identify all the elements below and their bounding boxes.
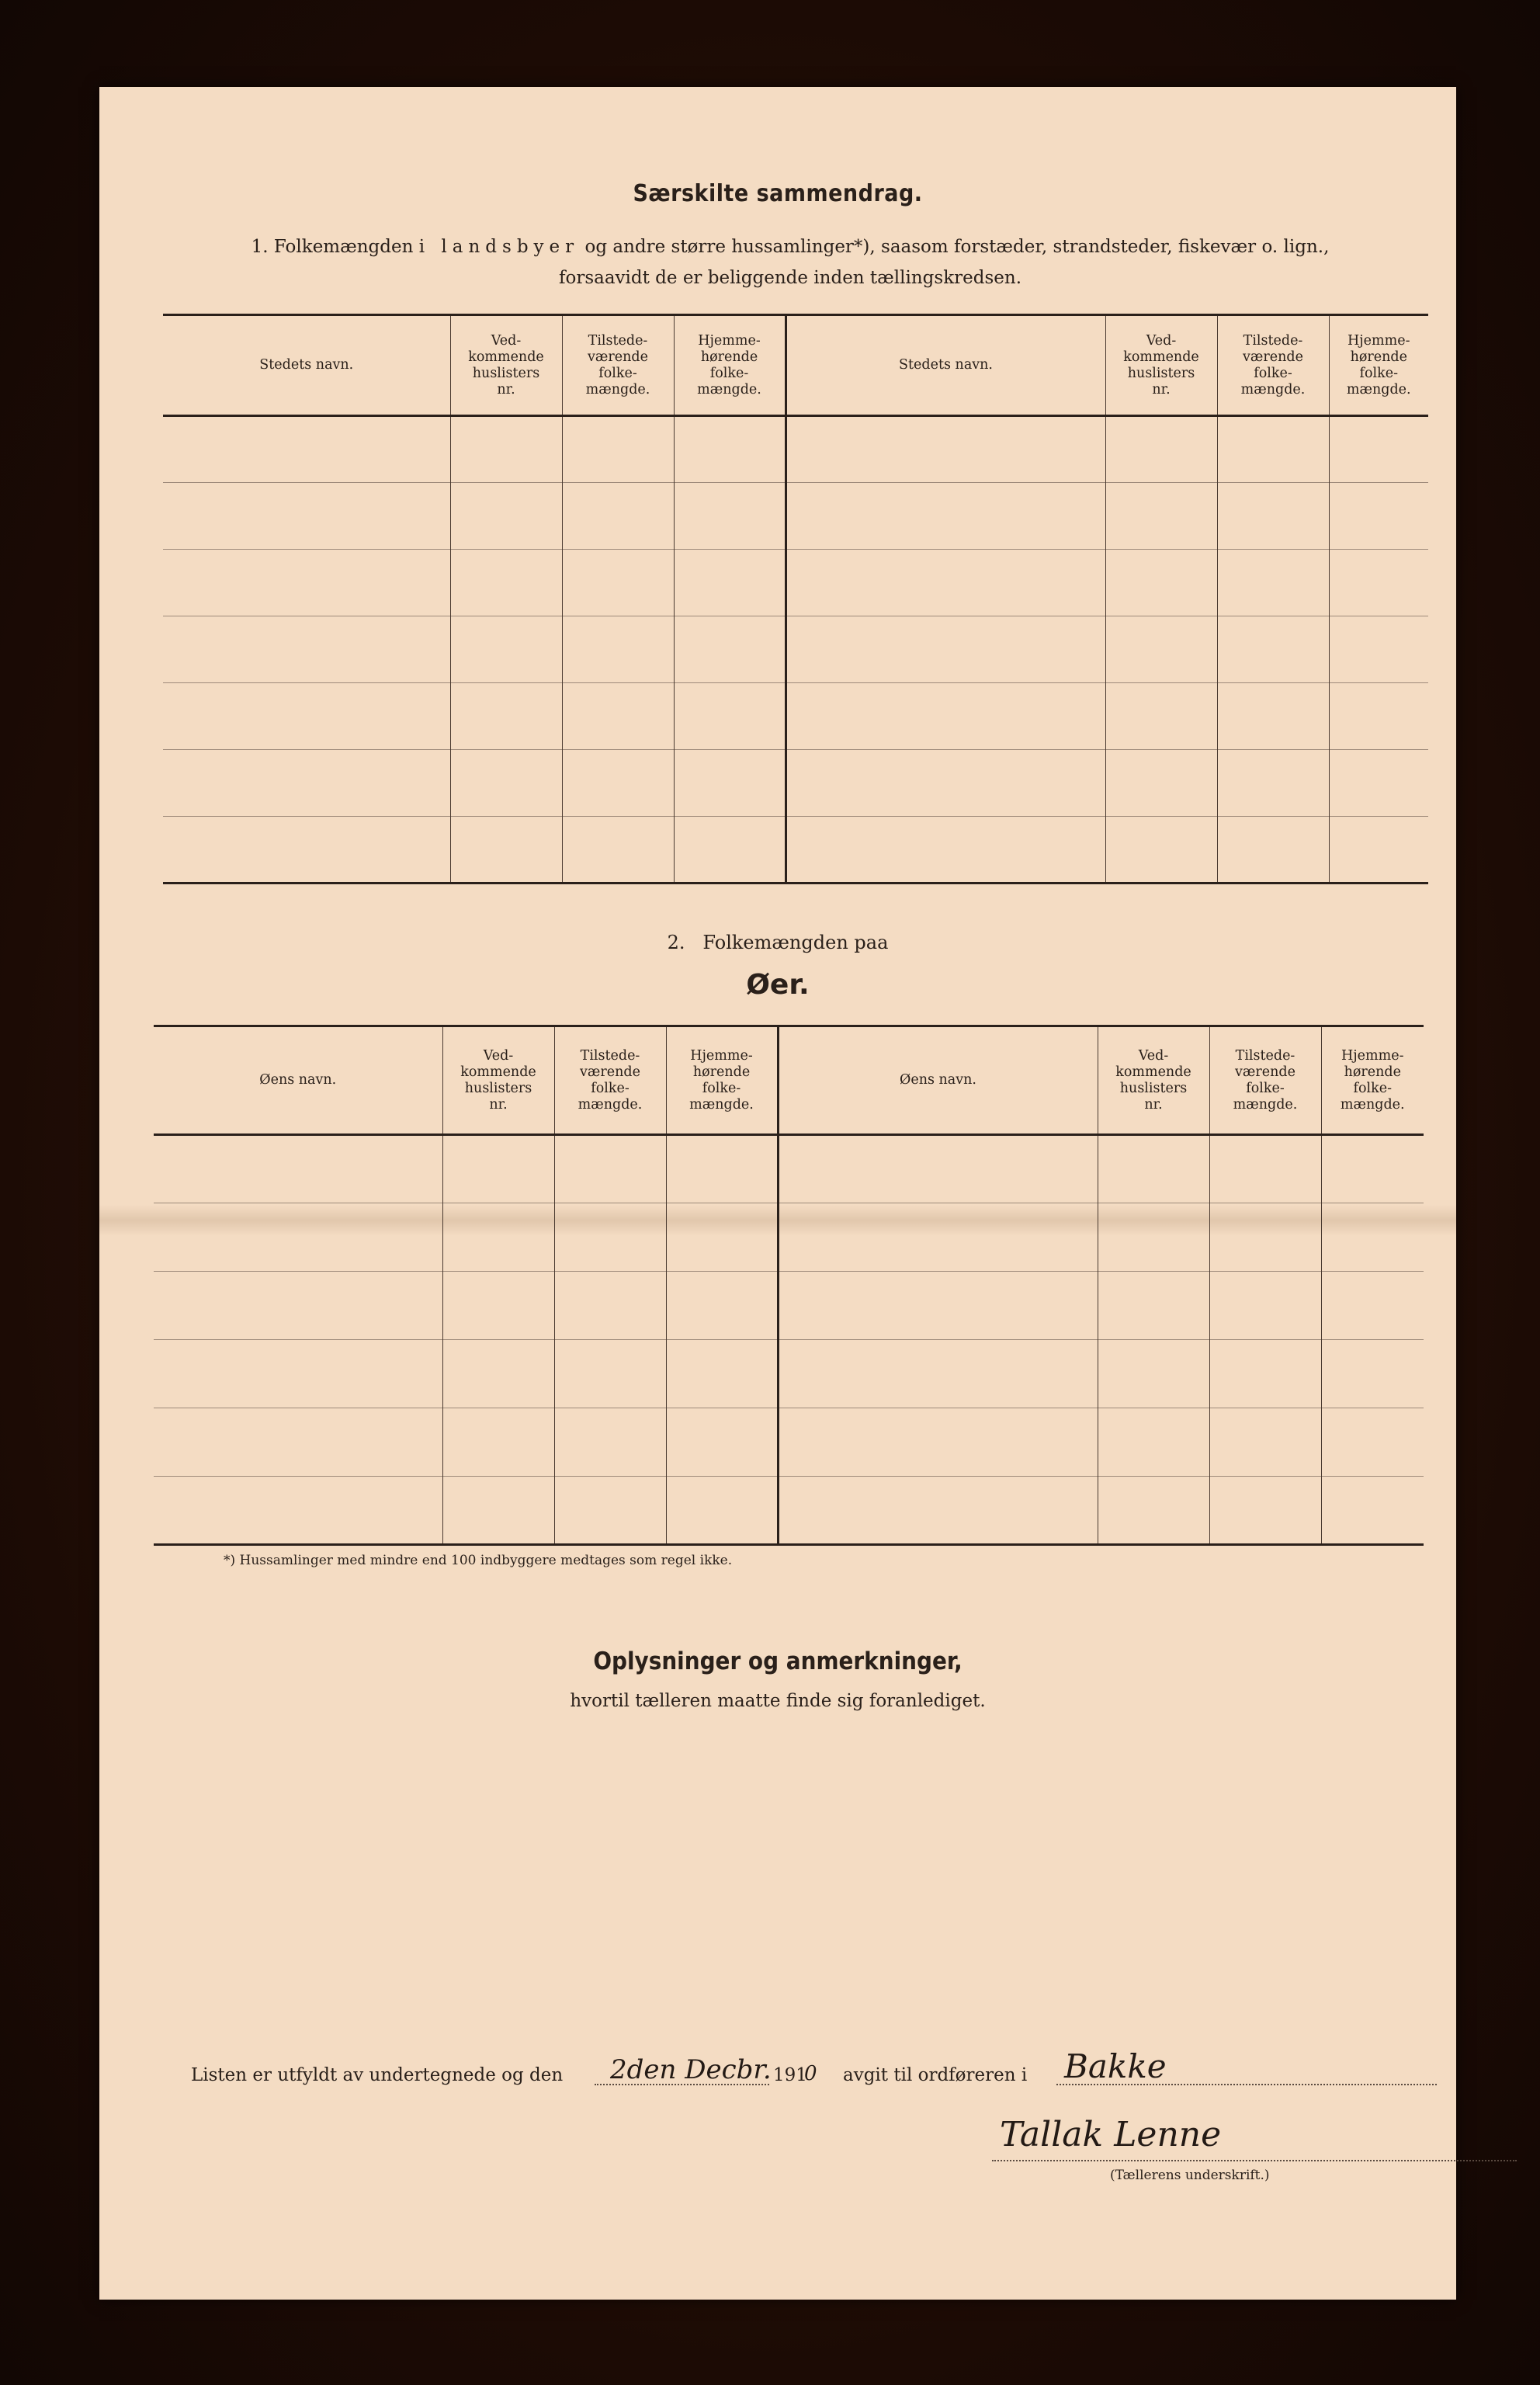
- villages-table-row: [163, 550, 1428, 616]
- empty-cell: [674, 483, 786, 550]
- empty-cell: [554, 1135, 666, 1203]
- empty-cell: [1329, 817, 1428, 884]
- empty-cell: [1217, 483, 1329, 550]
- empty-cell: [1105, 416, 1217, 483]
- col-household-list-nr: Ved- kommende huslisters nr.: [450, 315, 562, 416]
- empty-cell: [1217, 616, 1329, 683]
- empty-cell: [1329, 683, 1428, 750]
- empty-cell: [778, 1272, 1098, 1340]
- empty-cell: [163, 750, 450, 817]
- empty-cell: [562, 616, 674, 683]
- empty-cell: [1217, 550, 1329, 616]
- empty-cell: [154, 1135, 442, 1203]
- col-present-population: Tilstede- værende folke- mængde.: [562, 315, 674, 416]
- completion-text-2: avgit til ordføreren i: [843, 2065, 1028, 2085]
- islands-table-row: [154, 1408, 1424, 1477]
- empty-cell: [154, 1477, 442, 1545]
- empty-cell: [786, 616, 1105, 683]
- empty-cell: [786, 483, 1105, 550]
- empty-cell: [786, 750, 1105, 817]
- empty-cell: [1329, 550, 1428, 616]
- empty-cell: [1209, 1477, 1321, 1545]
- empty-cell: [1105, 616, 1217, 683]
- empty-cell: [674, 683, 786, 750]
- villages-table-row: [163, 817, 1428, 884]
- empty-cell: [778, 1135, 1098, 1203]
- section-2-title: Øer.: [746, 969, 810, 1001]
- villages-table-row: [163, 616, 1428, 683]
- col-resident-population-2: Hjemme- hørende folke- mængde.: [1321, 1026, 1424, 1135]
- empty-cell: [442, 1272, 554, 1340]
- empty-cell: [1209, 1272, 1321, 1340]
- col-place-name: Stedets navn.: [163, 315, 450, 416]
- empty-cell: [1329, 616, 1428, 683]
- empty-cell: [554, 1203, 666, 1272]
- empty-cell: [674, 817, 786, 884]
- empty-cell: [562, 817, 674, 884]
- col-resident-population: Hjemme- hørende folke- mængde.: [674, 315, 786, 416]
- col-present-population: Tilstede- værende folke- mængde.: [554, 1026, 666, 1135]
- col-household-list-nr-2: Ved- kommende huslisters nr.: [1098, 1026, 1209, 1135]
- col-island-name-2: Øens navn.: [778, 1026, 1098, 1135]
- section-1-text-c: og andre større hussamlinger*), saasom forstæder, strandsteder, fiskevær o. lign.,: [584, 237, 1330, 257]
- section-1-intro: [208, 231, 1372, 293]
- year-printed: 191: [773, 2065, 807, 2085]
- empty-cell: [1329, 483, 1428, 550]
- empty-cell: [1105, 483, 1217, 550]
- empty-cell: [163, 483, 450, 550]
- section-1-text-b: i landsbyer: [418, 237, 580, 257]
- islands-table-row: [154, 1272, 1424, 1340]
- col-place-name-2: Stedets navn.: [786, 315, 1105, 416]
- form-heading: Særskilte sammendrag.: [633, 180, 923, 207]
- empty-cell: [1098, 1340, 1209, 1408]
- empty-cell: [1105, 683, 1217, 750]
- col-present-population-2: Tilstede- værende folke- mængde.: [1217, 315, 1329, 416]
- handwritten-date: 2den Decbr.: [610, 2054, 772, 2085]
- empty-cell: [1321, 1203, 1424, 1272]
- empty-cell: [442, 1477, 554, 1545]
- islands-table-row: [154, 1135, 1424, 1203]
- empty-cell: [562, 416, 674, 483]
- section-1-number: 1.: [251, 237, 269, 257]
- empty-cell: [450, 483, 562, 550]
- empty-cell: [562, 550, 674, 616]
- empty-cell: [1217, 817, 1329, 884]
- empty-cell: [1321, 1477, 1424, 1545]
- col-present-population-2: Tilstede- værende folke- mængde.: [1209, 1026, 1321, 1135]
- villages-table: [163, 314, 1428, 884]
- empty-cell: [1321, 1135, 1424, 1203]
- completion-text-1: Listen er utfyldt av undertegnede og den: [191, 2065, 564, 2085]
- year-handwritten: 0: [804, 2062, 817, 2085]
- empty-cell: [154, 1272, 442, 1340]
- empty-cell: [1105, 750, 1217, 817]
- empty-cell: [1209, 1340, 1321, 1408]
- empty-cell: [1321, 1408, 1424, 1477]
- empty-cell: [562, 683, 674, 750]
- empty-cell: [1321, 1272, 1424, 1340]
- notes-heading: Oplysninger og anmerkninger,: [593, 1647, 962, 1675]
- empty-cell: [1209, 1203, 1321, 1272]
- empty-cell: [450, 750, 562, 817]
- empty-cell: [778, 1408, 1098, 1477]
- empty-cell: [778, 1203, 1098, 1272]
- empty-cell: [1217, 683, 1329, 750]
- empty-cell: [1098, 1272, 1209, 1340]
- section-2-number: 2.: [667, 932, 685, 953]
- empty-cell: [786, 550, 1105, 616]
- empty-cell: [666, 1340, 778, 1408]
- completion-line: [191, 2043, 1456, 2090]
- empty-cell: [786, 416, 1105, 483]
- empty-cell: [1105, 550, 1217, 616]
- islands-table-row: [154, 1203, 1424, 1272]
- villages-table-row: [163, 416, 1428, 483]
- signature-caption: (Tællerens underskrift.): [1110, 2168, 1270, 2183]
- islands-table: [154, 1025, 1424, 1546]
- empty-cell: [450, 616, 562, 683]
- empty-cell: [554, 1477, 666, 1545]
- empty-cell: [450, 550, 562, 616]
- empty-cell: [163, 550, 450, 616]
- empty-cell: [450, 817, 562, 884]
- empty-cell: [1329, 416, 1428, 483]
- empty-cell: [562, 750, 674, 817]
- footnote: *) Hussamlinger med mindre end 100 indbyggere medtages som regel ikke.: [224, 1553, 733, 1568]
- section-2-intro: [99, 932, 1456, 953]
- empty-cell: [674, 750, 786, 817]
- empty-cell: [163, 817, 450, 884]
- empty-cell: [666, 1135, 778, 1203]
- empty-cell: [163, 416, 450, 483]
- villages-table-row: [163, 750, 1428, 817]
- census-form-page: [99, 87, 1456, 2300]
- empty-cell: [1321, 1340, 1424, 1408]
- empty-cell: [442, 1408, 554, 1477]
- empty-cell: [1217, 416, 1329, 483]
- empty-cell: [674, 550, 786, 616]
- empty-cell: [163, 616, 450, 683]
- empty-cell: [1329, 750, 1428, 817]
- empty-cell: [154, 1408, 442, 1477]
- empty-cell: [442, 1203, 554, 1272]
- empty-cell: [442, 1340, 554, 1408]
- empty-cell: [1105, 817, 1217, 884]
- empty-cell: [674, 616, 786, 683]
- empty-cell: [666, 1408, 778, 1477]
- empty-cell: [666, 1477, 778, 1545]
- islands-table-row: [154, 1477, 1424, 1545]
- empty-cell: [554, 1408, 666, 1477]
- col-household-list-nr-2: Ved- kommende huslisters nr.: [1105, 315, 1217, 416]
- section-1-text-a: Folkemængden: [273, 237, 414, 257]
- empty-cell: [1217, 750, 1329, 817]
- col-island-name: Øens navn.: [154, 1026, 442, 1135]
- empty-cell: [1098, 1203, 1209, 1272]
- section-2-text: Folkemængden paa: [702, 932, 889, 953]
- empty-cell: [674, 416, 786, 483]
- signature-line: [992, 2160, 1517, 2161]
- col-household-list-nr: Ved- kommende huslisters nr.: [442, 1026, 554, 1135]
- empty-cell: [1098, 1477, 1209, 1545]
- empty-cell: [163, 683, 450, 750]
- empty-cell: [778, 1477, 1098, 1545]
- empty-cell: [778, 1340, 1098, 1408]
- empty-cell: [1209, 1408, 1321, 1477]
- empty-cell: [666, 1203, 778, 1272]
- empty-cell: [1098, 1135, 1209, 1203]
- empty-cell: [442, 1135, 554, 1203]
- handwritten-signature: Tallak Lenne: [1000, 2115, 1222, 2154]
- empty-cell: [1209, 1135, 1321, 1203]
- empty-cell: [554, 1340, 666, 1408]
- empty-cell: [562, 483, 674, 550]
- section-1-text-d: forsaavidt de er beliggende inden tællingskredsen.: [558, 268, 1022, 288]
- empty-cell: [554, 1272, 666, 1340]
- empty-cell: [786, 817, 1105, 884]
- empty-cell: [450, 416, 562, 483]
- empty-cell: [154, 1340, 442, 1408]
- villages-table-row: [163, 483, 1428, 550]
- villages-table-row: [163, 683, 1428, 750]
- empty-cell: [786, 683, 1105, 750]
- handwritten-municipality: Bakke: [1064, 2047, 1167, 2085]
- empty-cell: [154, 1203, 442, 1272]
- col-resident-population-2: Hjemme- hørende folke- mængde.: [1329, 315, 1428, 416]
- empty-cell: [450, 683, 562, 750]
- islands-table-row: [154, 1340, 1424, 1408]
- empty-cell: [666, 1272, 778, 1340]
- notes-subheading: hvortil tælleren maatte finde sig foranlediget.: [570, 1691, 986, 1711]
- empty-cell: [1098, 1408, 1209, 1477]
- col-resident-population: Hjemme- hørende folke- mængde.: [666, 1026, 778, 1135]
